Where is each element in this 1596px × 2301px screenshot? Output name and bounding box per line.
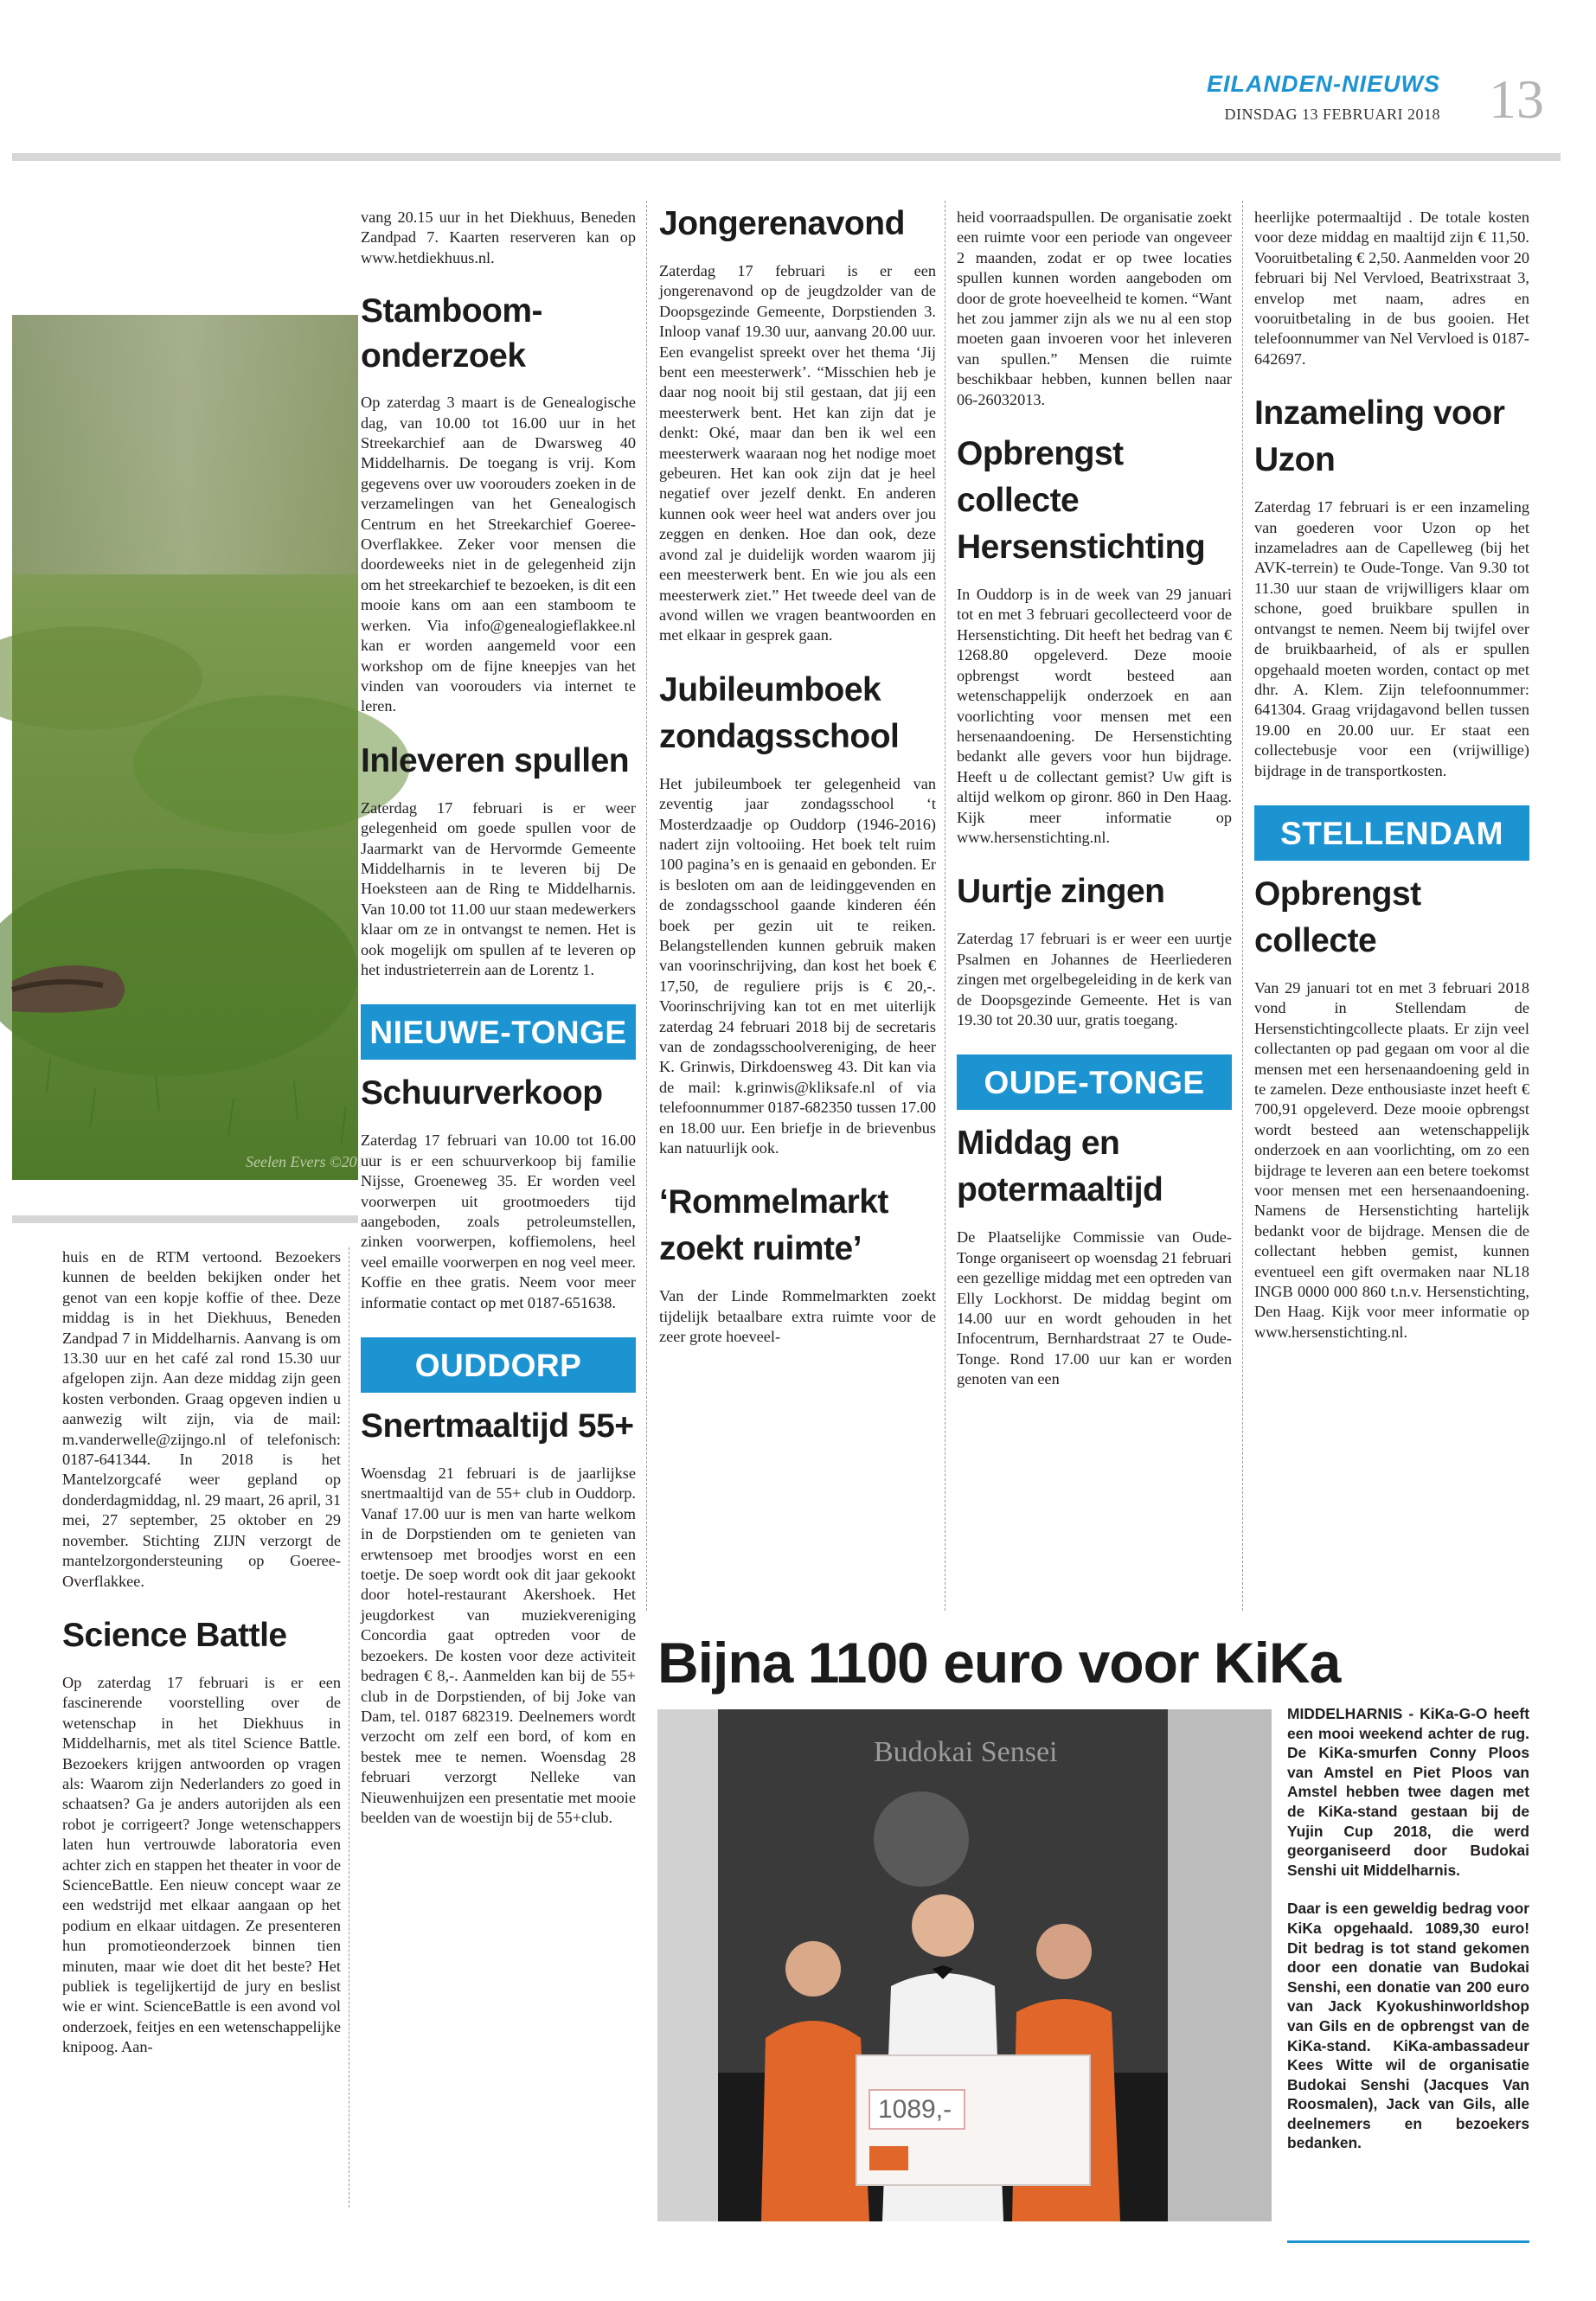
headline-stamboom: Stamboom-onderzoek [361, 292, 542, 375]
cheque-presentation-image [657, 1709, 1272, 2221]
headline-opbrengst-collecte: Opbrengst collecte [1254, 875, 1421, 959]
article-continuation: heerlijke potermaaltijd . De totale kosten voor deze middag en maaltijd zijn € 11,50. Vooruitbetaling € 2,50. Aanmelden voor 20 februari bij Nel Vervloed, Beatrixstraat 3, envelop met naam, adres en vooruitbetaling in de bus gooien. Het telefoonnummer van Nel Vervloed is 0187-642697. [1254, 208, 1529, 368]
headline-jubileumboek: Jubileumboek zondagsschool [659, 670, 900, 755]
article-body-schuurverkoop: Zaterdag 17 februari van 10.00 tot 16.00 uur is er een schuurverkoop bij familie Nijsse, Groeneweg 35. Er worden veel voorwerpen uit grootmoeders tijd aangeboden, zoals petroleumstellen, zinken voorwerpen, koffiemolens, heel veel emaille voorwerpen en nog veel meer. Koffie en thee gratis. Neem voor meer informatie contact op met 0187-651638. [361, 1131, 636, 1311]
article-body-stamboom: Op zaterdag 3 maart is de Genealogische dag, van 10.00 tot 16.00 uur in het Streekarchief aan de Dwarsweg 40 Middelharnis. De toegang is vrij. Kom gegevens over uw voorouders zoeken in de verzamelingen van het Genealogisch Centrum en het Streekarchief Goeree-Overflakkee. Zeker voor mensen die doordeweeks niet in de gelegenheid zijn om het streekarchief te bezoeken, is dit een mooie kans om aan een stamboom te werken. Via info@genealogieflakkee.nl kan er worden aangemeld voor een workshop om de fijne kneepjes van het vinden van voorouders via internet te leren. [361, 394, 636, 715]
cheque-amount: 1089,- [878, 2095, 952, 2124]
caption-paragraph-1: MIDDELHARNIS - KiKa-G-O heeft een mooi weekend achter de rug. De KiKa-smurfen Conny Ploos van Amstel en Piet Ploos van Amstel hebben twee dagen met de KiKa-stand gestaan bij de Yujin Cup 2018, die werd georganiseerd door Budokai Senshi uit Middelharnis. [1287, 1705, 1529, 1879]
region-banner-oude-tonge: OUDE-TONGE [957, 1054, 1232, 1110]
column-4 [957, 208, 1232, 1390]
headline-science-battle: Science Battle [62, 1616, 287, 1654]
article-body-rommelmarkt: Van der Linde Rommelmarkten zoekt tijdelijk betaalbare extra ruimte voor de zeer grote hoeveel- [659, 1287, 936, 1346]
column-1 [62, 1247, 341, 2058]
article-body-inzameling-uzon: Zaterdag 17 februari is er een inzameling van goederen voor Uzon op het inzameladres aan de Capelleweg (bij het AVK-terrein) te Oude-Tonge. Van 9.30 tot 11.30 uur staan de vrijwilligers klaar om schone, goed bruikbare spullen in ontvangst te nemen. Neem bij twijfel over de bruikbaarheid, of als er spullen opgehaald moeten worden, contact op met dhr. A. Klem. Zijn telefoonnummer: 641304. Graag vrijdagavond bellen tussen 19.00 en 20.00 uur. Er staat een collectebusje voor een (vrijwillige) bijdrage in de transportkosten. [1254, 498, 1529, 779]
article-body-jongerenavond: Zaterdag 17 februari is er een jongerenavond op de jeugdzolder van de Doopsgezinde Gemeente, Dorpstienden 3. Inloop vanaf 19.30 uur, aanvang 20.00 uur. Een evangelist spreekt over het thema ‘Jij bent een meesterwerk’. “Misschien heb je daar nog nooit bij stil gestaan, dat jij een meesterwerk bent. Het kan zijn dat je denkt: Oké, maar dan ben ik wel een meesterwerk waaraan nog het nodige moet gebeuren. Het kan ook zijn dat je heel negatief over jezelf denkt. En anderen kunnen ook weer heel wat anders over jou zeggen en denken. Hoe dan ook, deze avond zal je duidelijk worden waarom jij een meesterwerk bent. En wie jou als een meesterwerk ziet.” Het tweede deel van de avond willen we vragen beantwoorden en met elkaar in gesprek gaan. [659, 262, 936, 644]
column-2 [361, 208, 636, 1828]
headline-uurtje-zingen: Uurtje zingen [957, 873, 1165, 911]
article-body-science-battle: Op zaterdag 17 februari is er een fascinerende voorstelling over de wetenschap in het Diekhuus in Middelharnis, met als titel Science Battle. Bezoekers krijgen antwoorden op vragen als: Waarom zijn Nederlanders zo goed in schaatsen? Ga je anders autorijden als een robot je corrigeert? Jonge wetenschappers laten hun vertrouwde laboratoria even achter zich en stappen het theater in voor de ScienceBattle. Een nieuw concept waar ze een wedstrijd met elkaar aangaan op het podium en elkaar uitdagen. Ze presenteren hun promotieonderzoek binnen tien minuten, maar wie doet dit het beste? Het publiek is tegelijkertijd de jury en beslist wie er wint. ScienceBattle is een avond vol onderzoek, feitjes en een wetenschappelijke knipoog. Aan- [62, 1673, 341, 2056]
article-body-uurtje-zingen: Zaterdag 17 februari is er weer een uurtje Psalmen en Johannes de Heerliederen zingen met orgelbegeleiding in de kerk van de Doopsgezinde Gemeente. Het is van 19.30 tot 20.30 uur, gratis toegang. [957, 930, 1232, 1029]
region-banner-stellendam: STELLENDAM [1254, 805, 1529, 861]
headline-schuurverkoop: Schuurverkoop [361, 1074, 603, 1112]
headline-middag-potermaaltijd: Middag en potermaaltijd [957, 1125, 1163, 1209]
article-continuation: huis en de RTM vertoond. Bezoekers kunnen de beelden bekijken onder het genot van een kopje koffie of thee. Deze middag is in het Diekhuus, Beneden Zandpad 7 in Middelharnis. Aanvang is om 13.30 uur en het café zal rond 15.30 uur afgelopen zijn. Aan deze middag zijn geen kosten verbonden. Graag opgeven indien u aanwezig wilt zijn, via de mail: m.vanderwelle@zijngo.nl of telefonisch: 0187-641344. In 2018 is het Mantelzorgcafé weer gepland op donderdagmiddag, nl. 29 maart, 26 april, 31 mei, 27 september, 25 oktober en 29 november. Stichting ZIJN verzorgt de mantelzorgondersteuning op Goeree-Overflakkee. [62, 1248, 341, 1590]
headline-snertmaaltijd: Snertmaaltijd 55+ [361, 1407, 634, 1445]
region-banner-ouddorp: OUDDORP [361, 1337, 636, 1393]
issue-date: DINSDAG 13 FEBRUARI 2018 [1224, 106, 1440, 123]
region-banner-nieuwe-tonge: NIEUWE-TONGE [361, 1004, 636, 1060]
headline-inzameling-uzon: Inzameling voor Uzon [1254, 394, 1505, 479]
newspaper-logo: EILANDEN-NIEUWS [1207, 71, 1440, 97]
page-number: 13 [1489, 68, 1544, 130]
kika-caption [1287, 1704, 1529, 2172]
column-5 [1254, 208, 1529, 1343]
article-continuation: vang 20.15 uur in het Diekhuus, Beneden Zandpad 7. Kaarten reserveren kan op www.hetdiekhuus.nl. [361, 208, 636, 266]
photo-watermark: Seelen Evers ©2017 [246, 1153, 373, 1170]
article-body-opbrengst-hersenstichting: In Ouddorp is in de week van 29 januari tot en met 3 februari gecollecteerd voor de Hersenstichting. Dit heeft het bedrag van € 1268.80 opgeleverd. Deze mooie opbrengst wordt besteed aan wetenschappelijk onderzoek en aan voorlichting voor mensen met een hersenaandoening. De Hersenstichting bedankt alle gevers voor hun bijdrage. Heeft u de collectant gemist? Uw gift is altijd welkom op gironr. 860 in Den Haag. Kijk meer informatie op www.hersenstichting.nl. [957, 586, 1232, 846]
article-body-snertmaaltijd: Woensdag 21 februari is de jaarlijkse snertmaaltijd van de 55+ club in Ouddorp. Vanaf 17.00 uur is men van harte welkom in de Dorpstienden om te genieten van erwtensoep met broodjes worst en een toetje. De soep wordt ook dit jaar gekookt door hotel-restaurant Akershoek. Het jeugdorkest van muziekvereniging Concordia gaat optreden voor de bezoekers. De kosten voor deze activiteit bedragen € 8,-. Aanmelden kan bij de 55+ club in de Dorpstienden, of bij Joke van Dam, tel. 0187 682319. Deelnemers wordt verzocht om zelf een bord, of kom en bestek mee te nemen. Woensdag 28 februari verzorgt Nelleke van Nieuwenhuijzen een presentatie met mooie beelden van de woestijn bij de 55+club. [361, 1465, 636, 1826]
banner-text: Budokai Sensei [874, 1736, 1058, 1768]
headline-jongerenavond: Jongerenavond [659, 205, 905, 242]
headline-kika: Bijna 1100 euro voor KiKa [657, 1631, 1341, 1695]
column-divider [1242, 201, 1243, 1611]
caption-rule [1287, 2240, 1529, 2243]
photo-bottom-rule [12, 1215, 358, 1223]
headline-opbrengst-hersenstichting: Opbrengst collecte Hersenstichting [957, 435, 1206, 567]
article-body-middag-potermaaltijd: De Plaatselijke Commissie van Oude-Tonge organiseert op woensdag 21 februari een gezellige middag met een optreden van Elly Lockhorst. De middag begint om 14.00 uur en wordt gehouden in het Infocentrum, Bernhardstraat 27 te Oude-Tonge. Rond 17.00 uur kan er worden genoten van een [957, 1228, 1232, 1388]
header-rule [12, 153, 1561, 161]
article-continuation: heid voorraadspullen. De organisatie zoekt een ruimte voor een periode van ongeveer 2 maanden, zodat er op twee locaties spullen kunnen worden aangeboden om door de grote hoeveelheid te komen. “Want het zou jammer zijn als we nu al een stop moeten gaan invoeren voor het inleveren van spullen.” Mensen die ruimte beschikbaar hebben, kunnen bellen naar 06-26032013. [957, 208, 1232, 408]
wildlife-photo [12, 315, 373, 1180]
headline-rommelmarkt: ‘Rommelmarkt zoekt ruimte’ [659, 1183, 888, 1268]
article-body-opbrengst-collecte: Van 29 januari tot en met 3 februari 2018 vond in Stellendam de Hersenstichtingcollecte plaats. Er zijn veel collectanten op pad gegaan om voor al die mensen met een hersenaandoening geld in te zamelen. Deze enthousiaste inzet heeft € 700,91 opgeleverd. Deze mooie opbrengst wordt besteed aan wetenschappelijk onderzoek en aan voorlichting, om zo een bijdrage te leveren aan een betere toekomst voor mensen met een hersenaandoening. Namens de Hersenstichting hartelijk bedankt voor de bijdrage. Mensen die de collectant hebben gemist, kunnen eventueel een gift overmaken naar NL18 INGB 0000 000 860 t.n.v. Hersenstichting, Den Haag. Kijk voor meer informatie op www.hersenstichting.nl. [1254, 978, 1529, 1341]
article-body-jubileumboek: Het jubileumboek ter gelegenheid van zeventig jaar zondagsschool ‘t Mosterdzaadje op Ouddorp (1946-2016) nadert zijn voltooiing. Het boek telt ruim 100 pagina’s en is genaaid en gebonden. Er is besloten om aan de leidinggevenden en de zondagsschool gaande kinderen één boek per gezin uit te reiken. Belangstellenden kunnen gebruik maken van voorinschrijving, dan kost het boek € 17,50, de reguliere prijs is € 20,-. Voorinschrijving kan tot en met uiterlijk zaterdag 24 februari 2018 bij de secretaris van de zondagsschoolvereniging, de heer K. Grinwis, Dirkdoensweg 43. Dit kan via de mail: k.grinwis@kliksafe.nl of via telefoonnummer 0187-682350 tussen 17.00 en 18.00 uur. Een briefje in de brievenbus kan natuurlijk ook. [659, 774, 936, 1157]
kika-cheque-photo [657, 1709, 1272, 2221]
caption-paragraph-2: Daar is een geweldig bedrag voor KiKa opgehaald. 1089,30 euro! Dit bedrag is tot stand gekomen door een donatie van Budokai Senshi, een donatie van 200 euro van Jack Kyokushinworldshop van Gils en de opbrengst van de KiKa-stand. KiKa-ambassadeur Kees Witte wil de organisatie Budokai Senshi (Jacques Van Roosmalen), Jack van Gils, alle deelnemers en bezoekers bedanken. [1287, 1900, 1529, 2152]
column-divider [646, 201, 647, 1611]
article-body-inleveren: Zaterdag 17 februari is er weer gelegenheid om goede spullen voor de Jaarmarkt van de Hervormde Gemeente Middelharnis in te leveren bij De Hoeksteen aan de Ring te Middelharnis. Van 10.00 tot 11.00 uur staan medewerkers klaar om ze in ontvangst te nemen. Het is ook mogelijk om spullen af te leveren op het industrieterrein aan de Lorentz 1. [361, 798, 636, 978]
headline-inleveren: Inleveren spullen [361, 741, 630, 779]
grass-field-image [12, 315, 373, 1180]
column-3 [659, 201, 936, 1348]
